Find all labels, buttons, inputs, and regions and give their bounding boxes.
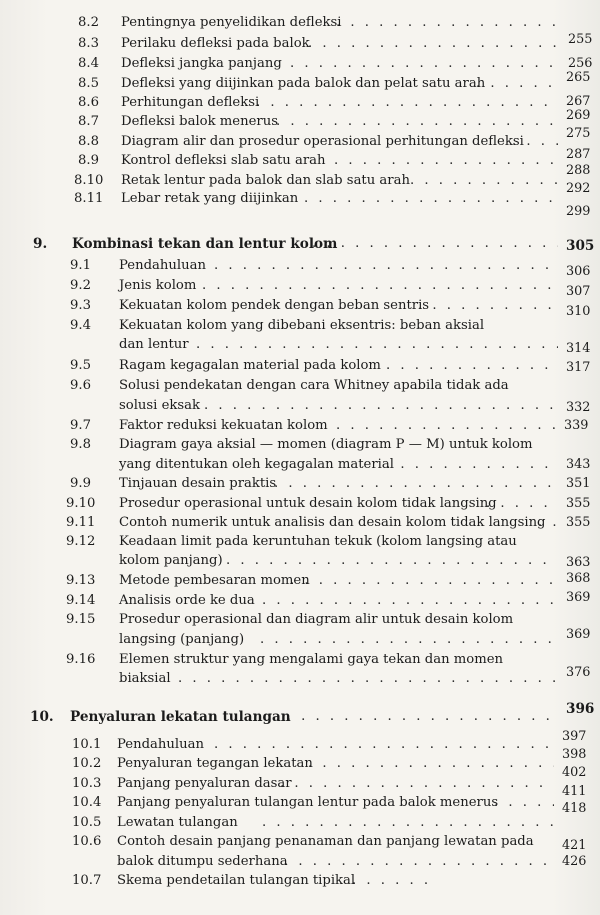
page-number: 398 (562, 747, 587, 762)
entry-title: Diagram gaya aksial — momen (diagram P — M) untuk kolom (119, 437, 533, 452)
page-number: 355 (566, 515, 591, 530)
entry-number: 8.3 (78, 36, 99, 51)
entry-number: 10.6 (72, 834, 102, 849)
page-number: 269 (566, 108, 591, 123)
entry-title: Solusi pendekatan dengan cara Whitney apabila tidak ada (119, 378, 509, 393)
page-number: 287 (566, 147, 591, 162)
entry-number: 9.7 (70, 418, 91, 433)
dot-leader (202, 278, 558, 294)
page-number: 332 (566, 400, 591, 415)
page-number: 292 (566, 181, 591, 196)
entry-number: 8.2 (78, 15, 99, 30)
dot-leader (196, 337, 558, 353)
dot-leader (258, 709, 558, 725)
entry-title: dan lentur (119, 337, 189, 352)
entry-title: Pendahuluan (117, 737, 204, 752)
page-number: 307 (566, 284, 591, 299)
entry-title: Panjang penyaluran dasar (117, 776, 292, 791)
dot-leader (308, 756, 554, 772)
entry-number: 10.3 (72, 776, 102, 791)
entry-number: 8.10 (74, 173, 104, 188)
dot-leader (262, 815, 554, 831)
chapter-title: Penyaluran lekatan tulangan (70, 709, 291, 725)
dot-leader (336, 418, 558, 434)
entry-number: 9.15 (66, 612, 96, 627)
entry-title: balok ditumpu sederhana (117, 854, 288, 869)
entry-title: Jenis kolom (119, 278, 197, 293)
dot-leader (276, 114, 558, 130)
dot-leader (308, 36, 558, 52)
entry-number: 9.12 (66, 534, 96, 549)
dot-leader (418, 298, 558, 314)
page-number: 418 (562, 801, 587, 816)
entry-number: 9.9 (70, 476, 91, 491)
dot-leader (476, 76, 558, 92)
entry-title: Elemen struktur yang mengalami gaya tekan dan momen (119, 652, 504, 667)
page-number: 397 (562, 729, 587, 744)
page-number: 288 (566, 163, 591, 178)
entry-title: Contoh desain panjang penanaman dan panjang lewatan pada (117, 834, 534, 849)
page-number: 310 (566, 304, 591, 319)
dot-leader (284, 854, 554, 870)
dot-leader (290, 573, 558, 589)
entry-number: 8.6 (78, 95, 99, 110)
page-number: 339 (564, 418, 589, 433)
entry-title: solusi eksak (119, 398, 201, 413)
dot-leader (538, 515, 558, 531)
entry-number: 8.9 (78, 153, 99, 168)
page-number: 369 (566, 590, 591, 605)
dot-leader (512, 134, 558, 150)
entry-title: Tinjauan desain praktis (119, 476, 277, 491)
dot-leader (214, 258, 558, 274)
entry-number: 8.7 (78, 114, 99, 129)
entry-number: 8.5 (78, 76, 99, 91)
page-number: 421 (562, 838, 587, 853)
page-number: 355 (566, 496, 591, 511)
dot-leader (280, 776, 554, 792)
page-number: 402 (562, 765, 587, 780)
entry-title: Skema pendetailan tulangan tipikal (117, 873, 356, 888)
dot-leader (204, 398, 558, 414)
entry-title: Defleksi jangka panjang (121, 56, 282, 71)
dot-leader (312, 236, 558, 252)
entry-title: Panjang penyaluran tulangan lentur pada balok menerus (117, 795, 499, 810)
entry-number: 8.8 (78, 134, 99, 149)
page-number: 255 (568, 32, 593, 47)
entry-title: Defleksi yang diijinkan pada balok dan pelat satu arah (121, 76, 486, 91)
dot-leader (410, 173, 558, 189)
entry-number: 9.3 (70, 298, 91, 313)
entry-title: Prosedur operasional dan diagram alir untuk desain kolom (119, 612, 514, 627)
entry-title: Lebar retak yang diijinkan (121, 191, 299, 206)
page-number: 275 (566, 126, 591, 141)
entry-number: 9.14 (66, 593, 96, 608)
entry-number: 9.16 (66, 652, 96, 667)
page-number: 426 (562, 854, 587, 869)
entry-title: Pendahuluan (119, 258, 206, 273)
entry-number: 10.4 (72, 795, 102, 810)
entry-number: 9.5 (70, 358, 91, 373)
page-number: 368 (566, 571, 591, 586)
entry-number: 8.11 (74, 191, 104, 206)
entry-number: 8.4 (78, 56, 99, 71)
entry-title: Analisis orde ke dua (119, 593, 255, 608)
entry-number: 9.8 (70, 437, 91, 452)
entry-title: Ragam kegagalan material pada kolom (119, 358, 381, 373)
entry-title: Kekuatan kolom yang dibebani eksentris: beban aksial (119, 318, 485, 333)
dot-leader (274, 476, 558, 492)
chapter-number: 10. (30, 709, 54, 725)
page-number: 376 (566, 665, 591, 680)
entry-number: 9.4 (70, 318, 91, 333)
dot-leader (178, 671, 558, 687)
page-number: 305 (566, 238, 595, 254)
dot-leader (352, 873, 432, 889)
entry-title: Defleksi balok menerus (121, 114, 278, 129)
page-number: 343 (566, 457, 591, 472)
entry-title: Contoh numerik untuk analisis dan desain kolom tidak langsing (119, 515, 546, 530)
page-number: 369 (566, 627, 591, 642)
entry-number: 9.13 (66, 573, 96, 588)
page-number: 396 (566, 701, 595, 717)
dot-leader (214, 737, 554, 753)
page-number: 411 (562, 784, 587, 799)
entry-title: Retak lentur pada balok dan slab satu arah (121, 173, 410, 188)
entry-number: 9.1 (70, 258, 91, 273)
entry-title: Metode pembesaran momen (119, 573, 310, 588)
entry-number: 9.10 (66, 496, 96, 511)
entry-title: Diagram alir dan prosedur operasional perhitungan defleksi (121, 134, 524, 149)
dot-leader (386, 457, 558, 473)
page-number: 314 (566, 341, 591, 356)
page-number: 351 (566, 476, 591, 491)
entry-title: yang ditentukan oleh kegagalan material (119, 457, 394, 472)
dot-leader (262, 593, 558, 609)
entry-number: 9.2 (70, 278, 91, 293)
page-number: 265 (566, 70, 591, 85)
entry-number: 9.11 (66, 515, 96, 530)
entry-title: Perilaku defleksi pada balok (121, 36, 310, 51)
dot-leader (226, 553, 558, 569)
page-number: 256 (568, 56, 593, 71)
entry-title: langsing (panjang) (119, 632, 245, 647)
entry-title: Prosedur operasional untuk desain kolom tidak langsing (119, 496, 497, 511)
dot-leader (386, 358, 558, 374)
entry-title: Penyaluran tegangan lekatan (117, 756, 313, 771)
page-number: 306 (566, 264, 591, 279)
entry-number: 9.6 (70, 378, 91, 393)
entry-number: 10.5 (72, 815, 102, 830)
dot-leader (334, 153, 558, 169)
page-number: 317 (566, 360, 591, 375)
dot-leader (290, 56, 558, 72)
entry-number: 10.7 (72, 873, 102, 888)
dot-leader (486, 496, 558, 512)
entry-title: Perhitungan defleksi (121, 95, 260, 110)
entry-title: Lewatan tulangan (117, 815, 238, 830)
dot-leader (256, 95, 558, 111)
page-number: 267 (566, 94, 591, 109)
entry-title: Pentingnya penyelidikan defleksi (121, 15, 342, 30)
dot-leader (336, 15, 558, 31)
entry-title: Kekuatan kolom pendek dengan beban sentris (119, 298, 430, 313)
entry-title: Faktor reduksi kekuatan kolom (119, 418, 328, 433)
page-number: 299 (566, 204, 591, 219)
entry-title: Kontrol defleksi slab satu arah (121, 153, 326, 168)
entry-title: biaksial (119, 671, 171, 686)
chapter-title: Kombinasi tekan dan lentur kolom (72, 236, 338, 252)
entry-title: Keadaan limit pada keruntuhan tekuk (kolom langsing atau (119, 534, 517, 549)
chapter-number: 9. (33, 236, 48, 252)
page-number: 363 (566, 555, 591, 570)
dot-leader (304, 191, 558, 207)
entry-number: 10.2 (72, 756, 102, 771)
entry-number: 10.1 (72, 737, 102, 752)
entry-title: kolom panjang) (119, 553, 223, 568)
dot-leader (494, 795, 554, 811)
dot-leader (260, 632, 558, 648)
